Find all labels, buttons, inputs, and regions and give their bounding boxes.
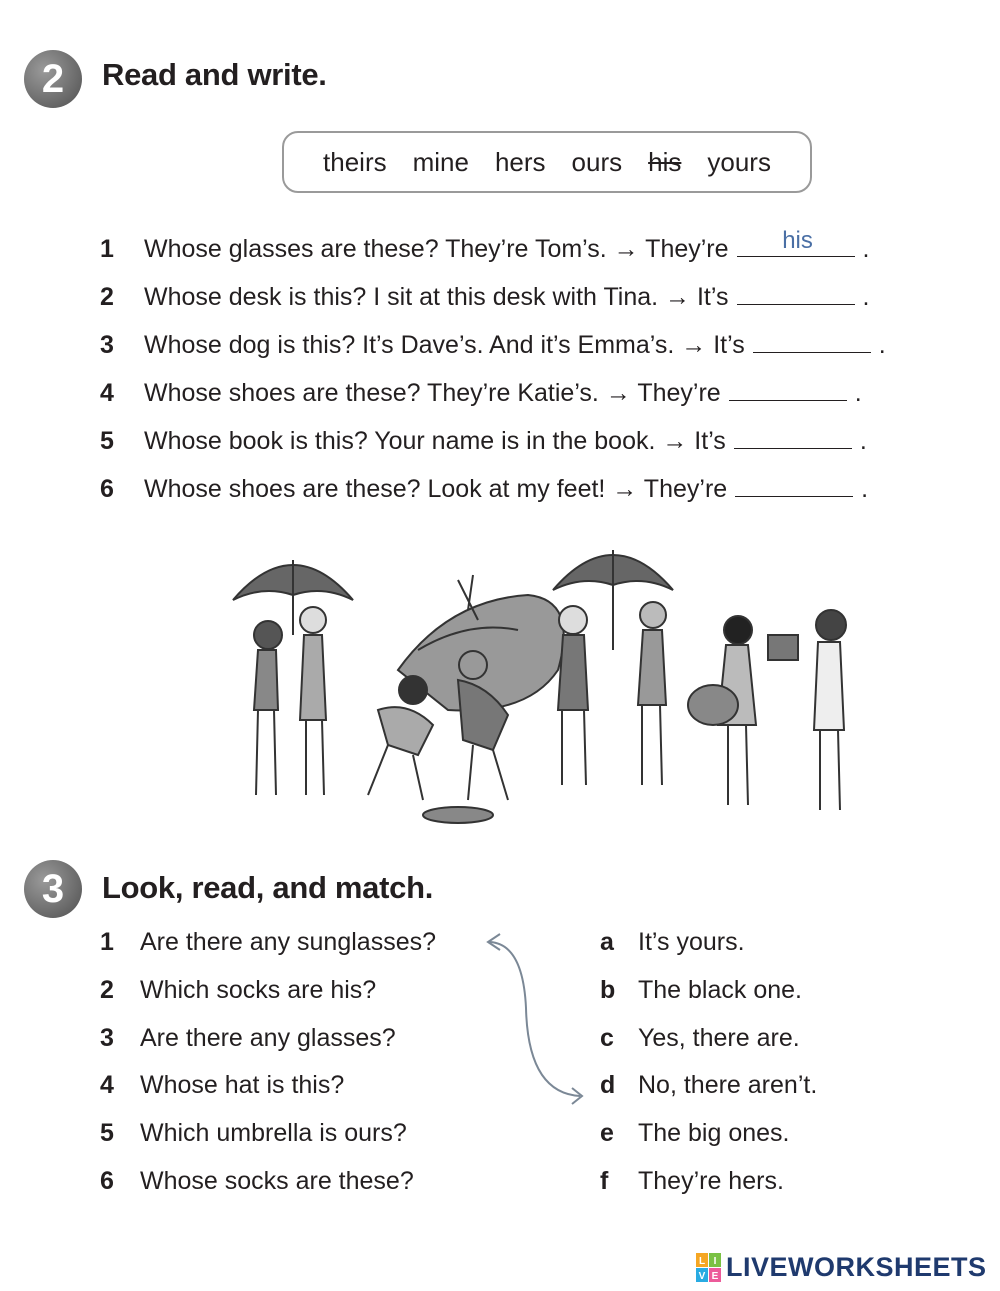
answer-blank	[737, 230, 855, 257]
word-bank-item: hers	[494, 146, 546, 177]
question-number: 2	[100, 283, 114, 311]
match-question-number: 4	[100, 1071, 114, 1099]
match-question-text: Whose hat is this?	[140, 1071, 345, 1099]
logo-letter: L	[698, 1255, 706, 1267]
match-answer-letter: c	[600, 1024, 614, 1052]
question-text: Whose glasses are these? They’re Tom’s. → They’re	[144, 235, 729, 263]
question-text: Whose dog is this? It’s Dave’s. And it’s Emma’s. → It’s	[144, 331, 745, 359]
liveworksheets-logo-icon	[696, 1253, 722, 1283]
exercise-3-title: Look, read, and match.	[102, 870, 434, 905]
end-mark: .	[862, 283, 870, 311]
question-row	[100, 326, 886, 360]
answer-input[interactable]	[753, 320, 875, 354]
question-row	[100, 230, 870, 264]
question-text: Whose book is this? Your name is in the book. → It’s	[144, 427, 726, 455]
match-arrow	[478, 928, 590, 1118]
match-answer-text: The big ones.	[638, 1119, 790, 1147]
match-answer-text: No, there aren’t.	[638, 1071, 818, 1099]
match-answer-text: It’s yours.	[638, 928, 745, 956]
match-answer-text: They’re hers.	[638, 1167, 784, 1195]
word-bank-item: theirs	[323, 146, 387, 177]
match-question[interactable]	[100, 1167, 414, 1196]
match-question-text: Whose socks are these?	[140, 1167, 414, 1195]
word-bank-item: yours	[707, 146, 771, 177]
answer-input[interactable]	[737, 224, 859, 258]
answer-input[interactable]	[734, 416, 856, 450]
answer-blank	[737, 278, 855, 305]
answer-blank	[729, 374, 847, 401]
match-question-number: 6	[100, 1167, 114, 1195]
liveworksheets-brand-text: LIVEWORKSHEETS	[726, 1252, 987, 1282]
question-text: Whose shoes are these? They’re Katie’s. → They’re	[144, 379, 721, 407]
kids-clothes-pile-illustration	[228, 540, 873, 832]
exercise-3-number-badge: 3	[24, 860, 82, 918]
question-number: 5	[100, 427, 114, 455]
match-question-text: Are there any sunglasses?	[140, 928, 437, 956]
question-row	[100, 422, 867, 456]
match-answer[interactable]	[600, 1071, 817, 1100]
match-question-text: Which socks are his?	[140, 976, 377, 1004]
match-question-number: 3	[100, 1024, 114, 1052]
question-number: 1	[100, 235, 114, 263]
answer-input[interactable]	[737, 272, 859, 306]
match-answer[interactable]	[600, 976, 802, 1005]
question-row	[100, 374, 862, 408]
word-bank-item-used: his	[648, 146, 682, 177]
answer-input[interactable]	[729, 368, 851, 402]
match-question[interactable]	[100, 976, 376, 1005]
answer-blank	[753, 326, 871, 353]
match-answer[interactable]	[600, 928, 745, 957]
match-answer[interactable]	[600, 1119, 790, 1148]
question-text: Whose shoes are these? Look at my feet! → They’re	[144, 475, 728, 503]
match-question[interactable]	[100, 1119, 407, 1148]
exercise-2-title: Read and write.	[102, 57, 327, 92]
match-answer-letter: f	[600, 1167, 609, 1195]
match-question[interactable]	[100, 1071, 344, 1100]
end-mark: .	[878, 331, 886, 359]
question-number: 4	[100, 379, 114, 407]
logo-letter: I	[713, 1255, 717, 1267]
match-answer-letter: a	[600, 928, 614, 956]
question-row	[100, 278, 869, 312]
match-answer-letter: b	[600, 976, 616, 1004]
match-answer-letter: e	[600, 1119, 614, 1147]
match-question-number: 1	[100, 928, 114, 956]
end-mark: .	[861, 475, 869, 503]
end-mark: .	[862, 235, 870, 263]
end-mark: .	[854, 379, 862, 407]
logo-letter: E	[711, 1270, 719, 1282]
question-number: 3	[100, 331, 114, 359]
match-answer-letter: d	[600, 1071, 616, 1099]
answer-blank	[735, 470, 853, 497]
end-mark: .	[859, 427, 867, 455]
match-answer-text: Yes, there are.	[638, 1024, 800, 1052]
answer-blank	[734, 422, 852, 449]
answer-input[interactable]	[735, 464, 857, 498]
question-text: Whose desk is this? I sit at this desk with Tina. → It’s	[144, 283, 729, 311]
match-question-number: 2	[100, 976, 114, 1004]
question-row	[100, 470, 868, 504]
liveworksheets-logo	[696, 1252, 987, 1283]
exercise-2-number-badge: 2	[24, 50, 82, 108]
word-bank	[282, 131, 812, 193]
logo-letter: V	[698, 1270, 706, 1282]
match-answer-text: The black one.	[638, 976, 802, 1004]
match-question-text: Which umbrella is ours?	[140, 1119, 407, 1147]
match-answer[interactable]	[600, 1167, 784, 1196]
match-answer[interactable]	[600, 1024, 800, 1053]
match-question-number: 5	[100, 1119, 114, 1147]
word-bank-item: mine	[412, 146, 469, 177]
match-question-text: Are there any glasses?	[140, 1024, 396, 1052]
word-bank-item: ours	[571, 146, 623, 177]
question-number: 6	[100, 475, 114, 503]
match-question[interactable]	[100, 928, 436, 957]
match-question[interactable]	[100, 1024, 396, 1053]
